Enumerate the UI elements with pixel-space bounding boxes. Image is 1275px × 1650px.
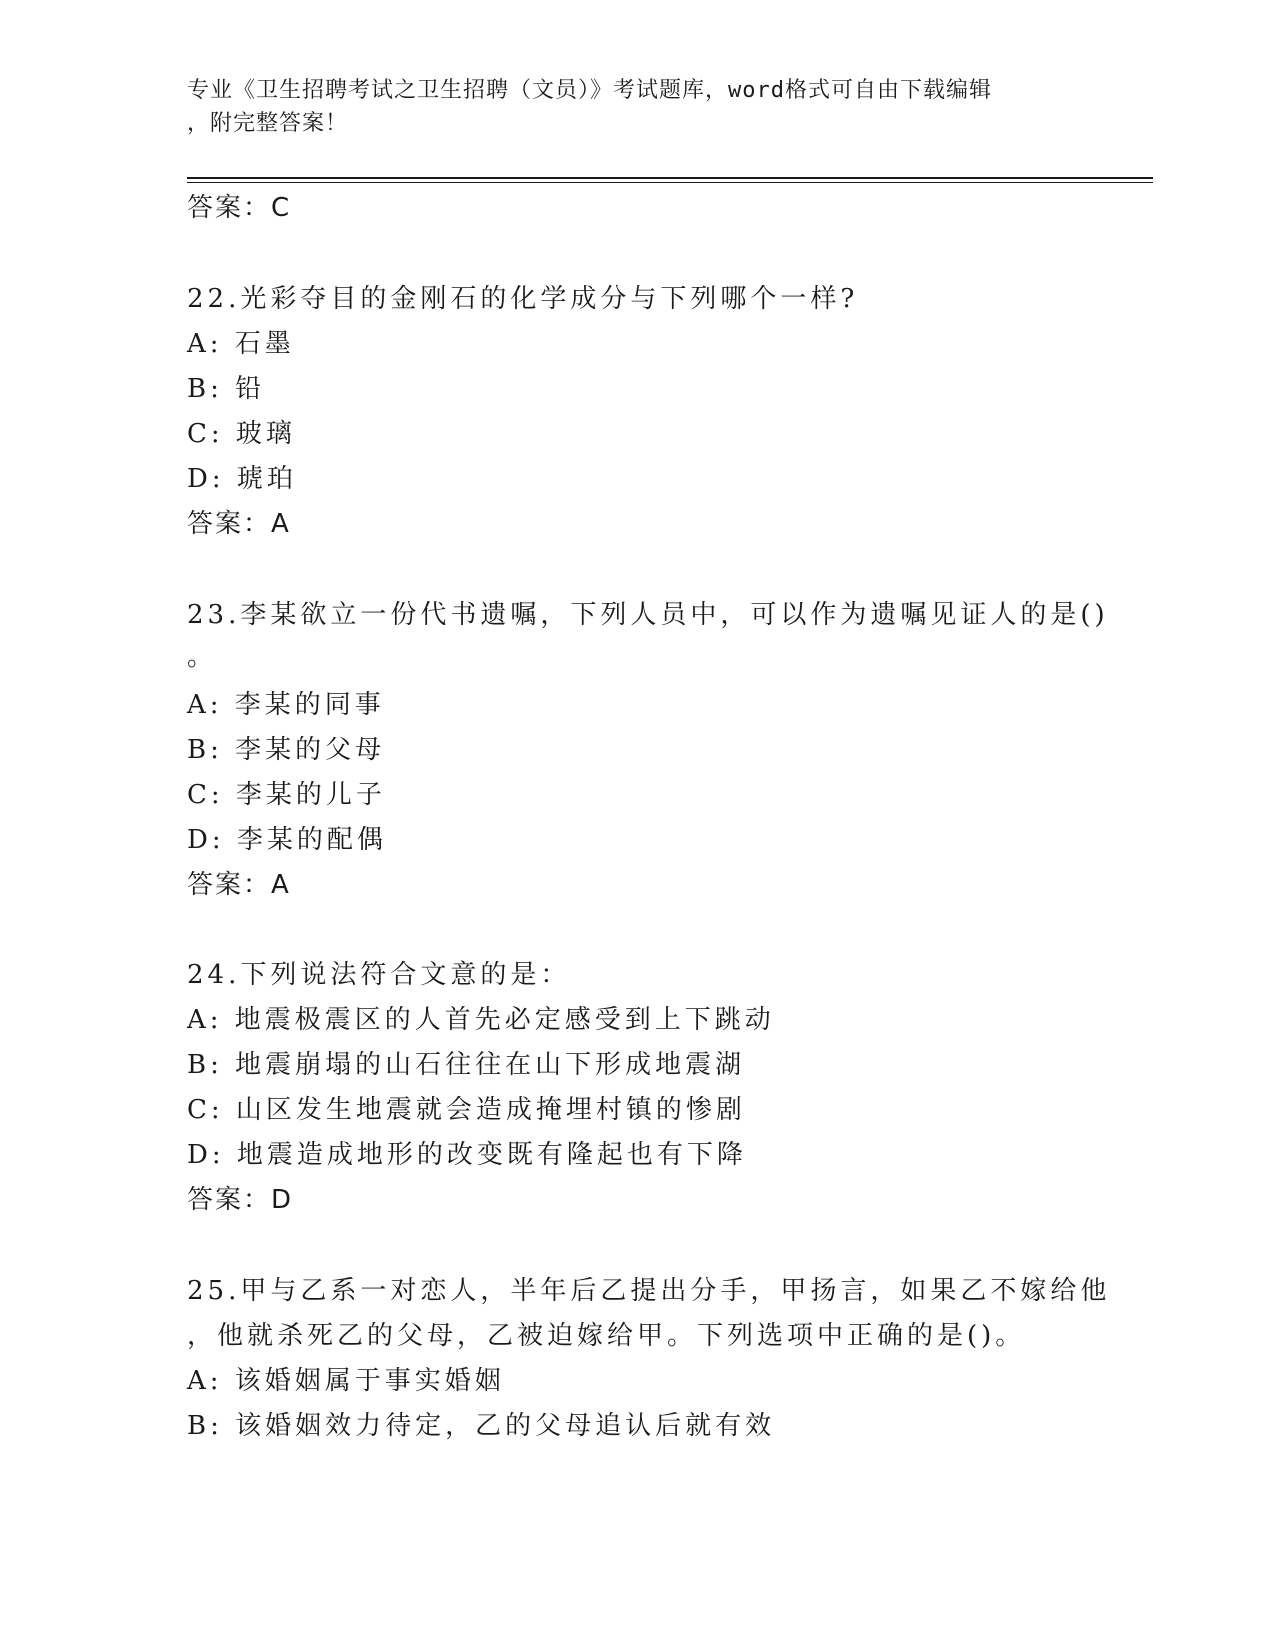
q24-option-a: A: 地震极震区的人首先必定感受到上下跳动 — [187, 1005, 775, 1035]
answer-23: 答案：A — [187, 870, 291, 900]
answer-22: 答案：A — [187, 509, 291, 539]
q23-option-b: B: 李某的父母 — [187, 735, 386, 765]
q22-option-d: D: 琥珀 — [187, 464, 297, 494]
q23-option-d: D: 李某的配偶 — [187, 825, 387, 855]
header-line-1: 专业《卫生招聘考试之卫生招聘（文员）》考试题库，word格式可自由下载编辑 — [187, 78, 992, 103]
header-line-2: ，附完整答案！ — [187, 111, 349, 136]
q24-option-d: D: 地震造成地形的改变既有隆起也有下降 — [187, 1140, 747, 1170]
q25-option-b: B: 该婚姻效力待定，乙的父母追认后就有效 — [187, 1411, 776, 1441]
q22-option-a: A: 石墨 — [187, 329, 295, 359]
q24-option-c: C: 山区发生地震就会造成掩埋村镇的惨剧 — [187, 1095, 746, 1125]
question-24: 24.下列说法符合文意的是： — [187, 960, 571, 990]
q25-option-a: A: 该婚姻属于事实婚姻 — [187, 1366, 505, 1396]
q22-option-c: C: 玻璃 — [187, 419, 296, 449]
question-25-line-1: 25.甲与乙系一对恋人，半年后乙提出分手，甲扬言，如果乙不嫁给他 — [187, 1276, 1111, 1306]
q22-option-b: B: 铅 — [187, 374, 266, 404]
answer-24: 答案：D — [187, 1185, 294, 1215]
document-header — [187, 74, 1067, 140]
question-23-line-1: 23.李某欲立一份代书遗嘱，下列人员中，可以作为遗嘱见证人的是() — [187, 600, 1109, 630]
question-25-line-2: ，他就杀死乙的父母，乙被迫嫁给甲。下列选项中正确的是()。 — [187, 1321, 1026, 1351]
header-rule-thin — [187, 182, 1153, 183]
q23-option-a: A: 李某的同事 — [187, 690, 385, 720]
answer-21: 答案：C — [187, 193, 292, 223]
question-22: 22.光彩夺目的金刚石的化学成分与下列哪个一样? — [187, 284, 859, 314]
question-23-line-2: 。 — [187, 642, 218, 672]
q23-option-c: C: 李某的儿子 — [187, 780, 386, 810]
header-rule-thick — [187, 177, 1153, 179]
q24-option-b: B: 地震崩塌的山石往往在山下形成地震湖 — [187, 1050, 746, 1080]
